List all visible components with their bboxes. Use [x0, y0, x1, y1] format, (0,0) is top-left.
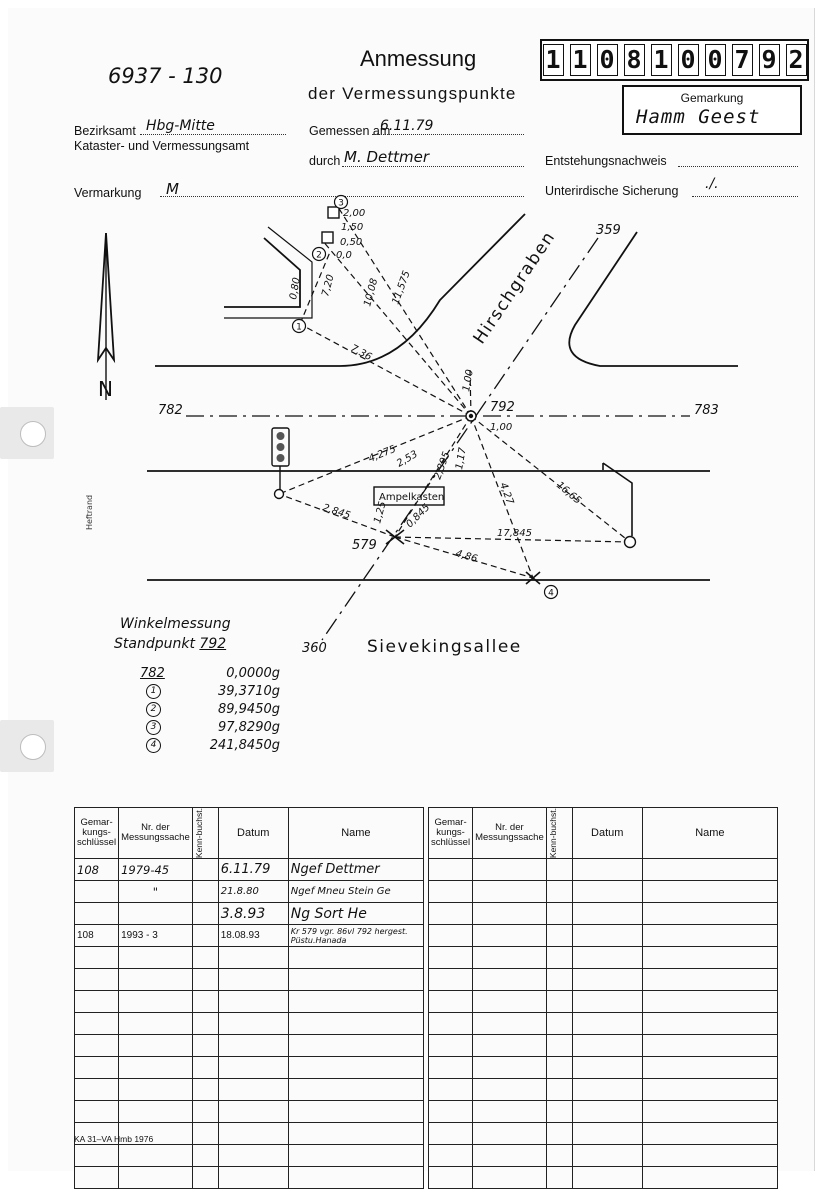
street-hirschgraben: Hirschgraben	[469, 227, 560, 348]
cell-name: Ngef Mneu Stein Ge	[288, 881, 423, 903]
col-gemarkung: Gemar-kungs-schlüssel	[75, 808, 119, 859]
kataster-label: Kataster- und Vermessungsamt	[74, 139, 250, 153]
cell-nr: 1993 - 3	[119, 925, 193, 947]
winkel-point: 1	[146, 684, 161, 699]
winkel-row	[140, 666, 280, 684]
measure-label: 4,86	[454, 548, 479, 566]
id-digit: 2	[786, 44, 807, 76]
table-row	[429, 903, 778, 925]
winkel-row	[140, 738, 280, 756]
marker-3: 3	[338, 198, 344, 209]
point-579: 579	[352, 538, 377, 553]
table-row	[75, 859, 424, 881]
id-digit: 8	[624, 44, 645, 76]
table-row	[429, 1145, 778, 1167]
measure-label: 7,36	[348, 342, 374, 364]
col-kenn: Kenn-buchst.	[546, 808, 572, 859]
table-row	[429, 1123, 778, 1145]
col-name: Name	[642, 808, 777, 859]
cell-gem: 108	[75, 925, 119, 947]
durch-label: durch	[309, 154, 341, 168]
measure-label: 4,27	[497, 481, 516, 506]
survey-point	[275, 490, 284, 499]
cell-gem: 108	[75, 859, 119, 881]
id-digit: 1	[570, 44, 591, 76]
id-digit: 0	[597, 44, 618, 76]
gemessen-label: Gemessen am	[309, 124, 391, 138]
cell-nr: "	[119, 881, 193, 903]
point-783: 783	[694, 403, 719, 418]
table-row	[429, 1013, 778, 1035]
street-sievekingsallee: Sievekingsallee	[367, 637, 522, 657]
measure-label: 0,0	[336, 250, 352, 261]
heftrand-label: Heftrand	[85, 494, 94, 530]
measure-label: 0,50	[340, 237, 363, 248]
table-row	[429, 1035, 778, 1057]
point-782: 782	[158, 403, 183, 418]
marker-1: 1	[296, 322, 302, 333]
measure-label: 1,50	[341, 222, 364, 233]
col-kenn: Kenn-buchst.	[192, 808, 218, 859]
table-row	[75, 947, 424, 969]
table-row	[429, 991, 778, 1013]
winkel-value: 97,8290g	[217, 720, 280, 735]
measure-label: 1,00	[490, 422, 513, 433]
measure-label: 4,275	[367, 443, 398, 465]
cell-datum: 21.8.80	[218, 881, 288, 903]
cell-name: Kr 579 vgr. 86vl 792 hergest. Püstu.Hanada	[288, 925, 423, 947]
point-792: 792	[490, 400, 515, 415]
id-digit: 1	[543, 44, 564, 76]
table-row	[75, 881, 424, 903]
cell-kenn	[192, 859, 218, 881]
point-360: 360	[302, 641, 327, 656]
cell-kenn	[192, 881, 218, 903]
winkel-point: 4	[146, 738, 161, 753]
winkel-standpunkt	[114, 636, 226, 652]
winkel-point: 782	[140, 666, 165, 681]
cell-name: Ng Sort He	[288, 903, 423, 925]
ampelkasten-label: Ampelkasten	[379, 492, 445, 503]
table-row	[429, 1079, 778, 1101]
table-row	[75, 1057, 424, 1079]
unterirdisch-label: Unterirdische Sicherung	[545, 184, 679, 198]
file-number: 6937 - 130	[108, 64, 223, 88]
col-gemarkung: Gemar-kungs-schlüssel	[429, 808, 473, 859]
measurement-rays	[279, 207, 630, 578]
winkel-value: 89,9450g	[217, 702, 280, 717]
marker-square	[322, 232, 333, 243]
col-nr: Nr. der Messungssache	[473, 808, 547, 859]
table-row	[75, 1035, 424, 1057]
winkel-title: Winkelmessung	[120, 616, 231, 632]
north-label: N	[98, 377, 113, 401]
table-row	[75, 1101, 424, 1123]
cell-nr	[119, 903, 193, 925]
winkel-table	[140, 666, 280, 756]
measure-label: 1,17	[454, 446, 469, 471]
col-datum: Datum	[218, 808, 288, 859]
measure-label: 2,53	[395, 448, 420, 470]
table-row	[75, 1167, 424, 1189]
cell-gem	[75, 881, 119, 903]
winkel-row	[140, 684, 280, 702]
point-359: 359	[596, 223, 621, 238]
winkel-row	[140, 702, 280, 720]
form-code: KA 31–VA Hmb 1976	[74, 1134, 154, 1144]
gemarkung-value: Hamm Geest	[636, 106, 761, 128]
measure-label: 2,00	[343, 208, 366, 219]
survey-point	[625, 537, 636, 548]
vermarkung-value: M	[166, 180, 179, 198]
measure-label: 1,25	[372, 500, 389, 525]
cell-datum: 6.11.79	[218, 859, 288, 881]
id-digit: 9	[759, 44, 780, 76]
winkel-point: 2	[146, 702, 161, 717]
gemarkung-label: Gemarkung	[680, 91, 744, 105]
marker-4: 4	[548, 588, 554, 599]
table-row	[75, 1145, 424, 1167]
page-title: Anmessung	[360, 46, 477, 71]
table-row	[429, 859, 778, 881]
col-nr: Nr. der Messungssache	[119, 808, 193, 859]
table-row	[75, 1079, 424, 1101]
measure-label: 17,845	[497, 528, 532, 539]
measure-label: 0,80	[288, 276, 303, 301]
bezirksamt-label: Bezirksamt	[74, 124, 136, 138]
id-digit: 7	[732, 44, 753, 76]
cell-datum: 3.8.93	[218, 903, 288, 925]
table-row	[429, 1057, 778, 1079]
entstehung-label: Entstehungsnachweis	[545, 154, 667, 168]
winkel-value: 241,8450g	[209, 738, 280, 753]
vermarkung-label: Vermarkung	[74, 186, 142, 200]
id-digit: 0	[678, 44, 699, 76]
table-row	[429, 969, 778, 991]
cell-nr: 1979-45	[119, 859, 193, 881]
measure-label: 10,08	[362, 277, 381, 308]
col-name: Name	[288, 808, 423, 859]
marker-2: 2	[316, 250, 322, 261]
cell-datum: 18.08.93	[218, 925, 288, 947]
cell-kenn	[192, 925, 218, 947]
marker-square	[328, 207, 339, 218]
durch-value: M. Dettmer	[344, 148, 430, 166]
curb-line	[569, 232, 738, 366]
winkel-standpunkt-label: Standpunkt	[114, 636, 195, 652]
table-row	[429, 1101, 778, 1123]
gemessen-value: 6.11.79	[380, 118, 434, 134]
table-row	[75, 991, 424, 1013]
table-row	[75, 1013, 424, 1035]
table-row	[75, 903, 424, 925]
page-subtitle: der Vermessungspunkte	[308, 84, 517, 103]
table-row	[429, 1167, 778, 1189]
table-row	[429, 925, 778, 947]
measure-label: 1,00	[461, 368, 476, 393]
register-table-left	[74, 807, 424, 1189]
table-row	[75, 969, 424, 991]
unterirdisch-value: ./.	[705, 176, 719, 192]
cell-name: Ngef Dettmer	[288, 859, 423, 881]
winkel-standpunkt-point: 792	[199, 636, 227, 652]
measure-label: 16,65	[554, 479, 584, 507]
measure-label: 0,845	[404, 502, 433, 531]
table-row	[429, 881, 778, 903]
id-digit: 1	[651, 44, 672, 76]
table-row	[75, 925, 424, 947]
col-datum: Datum	[572, 808, 642, 859]
measure-label: 7,20	[320, 273, 337, 298]
table-row	[429, 947, 778, 969]
bezirksamt-value: Hbg-Mitte	[146, 118, 215, 134]
register-table-right	[428, 807, 778, 1189]
winkel-value: 0,0000g	[226, 666, 280, 681]
cell-gem	[75, 903, 119, 925]
measure-label: 11,575	[390, 269, 413, 307]
measure-label: 2,845	[321, 502, 352, 522]
winkel-row	[140, 720, 280, 738]
winkel-point: 3	[146, 720, 161, 735]
id-digit: 0	[705, 44, 726, 76]
cell-kenn	[192, 903, 218, 925]
measure-label: 2,395	[432, 450, 453, 482]
winkel-value: 39,3710g	[217, 684, 280, 699]
